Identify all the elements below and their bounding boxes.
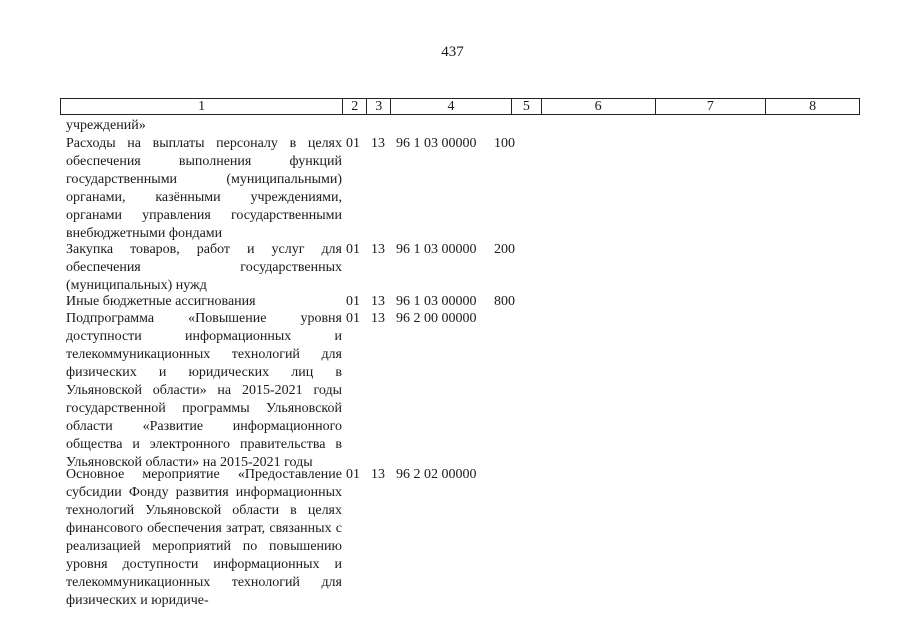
- row-target-code: 96 1 03 00000: [396, 242, 477, 257]
- col-header-3: 3: [367, 99, 391, 114]
- row-description: учреждений»: [66, 118, 146, 133]
- row-description: Основное мероприятие «Предоставление субсидии Фонду развития информационных технологий Ульяновской области в целях финансового обеспечения затрат, связанных с реализацией мероприятий по повышению уровня доступности информационных и телекоммуникационных технологий для физических и юридиче-: [66, 467, 342, 608]
- col-header-1: 1: [61, 99, 343, 114]
- row-section-code: 01: [346, 136, 360, 151]
- row-target-code: 96 2 02 00000: [396, 467, 477, 482]
- row-section-code: 01: [346, 294, 360, 309]
- col-header-2: 2: [343, 99, 367, 114]
- row-expense-type: 800: [494, 294, 515, 309]
- row-description: Расходы на выплаты персоналу в целях обеспечения выполнения функций государственными (муниципальными) органами, казёнными учреждениями, органами управления государственными внебюджетными фондами: [66, 136, 342, 241]
- col-header-7: 7: [656, 99, 767, 114]
- row-section-code: 01: [346, 311, 360, 326]
- table-header: [60, 98, 860, 115]
- row-section-code: 01: [346, 242, 360, 257]
- row-target-code: 96 1 03 00000: [396, 136, 477, 151]
- row-subsection-code: 13: [371, 311, 385, 326]
- row-section-code: 01: [346, 467, 360, 482]
- row-target-code: 96 1 03 00000: [396, 294, 477, 309]
- col-header-6: 6: [542, 99, 656, 114]
- page-number: 437: [441, 44, 464, 60]
- col-header-8: 8: [809, 99, 817, 114]
- row-target-code: 96 2 00 00000: [396, 311, 477, 326]
- row-description: Подпрограмма «Повышение уровня доступности информационных и телекоммуникационных технологий для физических и юридических лиц в Ульяновской области» на 2015-2021 годы государственной программы Ульяновской области «Развитие информационного общества и электронного правительства в Ульяновской области» на 2015-2021 годы: [66, 311, 342, 470]
- row-subsection-code: 13: [371, 294, 385, 309]
- row-expense-type: 200: [494, 242, 515, 257]
- row-subsection-code: 13: [371, 136, 385, 151]
- row-expense-type: 100: [494, 136, 515, 151]
- row-subsection-code: 13: [371, 467, 385, 482]
- col-header-4: 4: [391, 99, 512, 114]
- row-subsection-code: 13: [371, 242, 385, 257]
- row-description: Иные бюджетные ассигнования: [66, 294, 256, 309]
- row-description: Закупка товаров, работ и услуг для обеспечения государственных (муниципальных) нужд: [66, 242, 342, 293]
- col-header-5: 5: [512, 99, 542, 114]
